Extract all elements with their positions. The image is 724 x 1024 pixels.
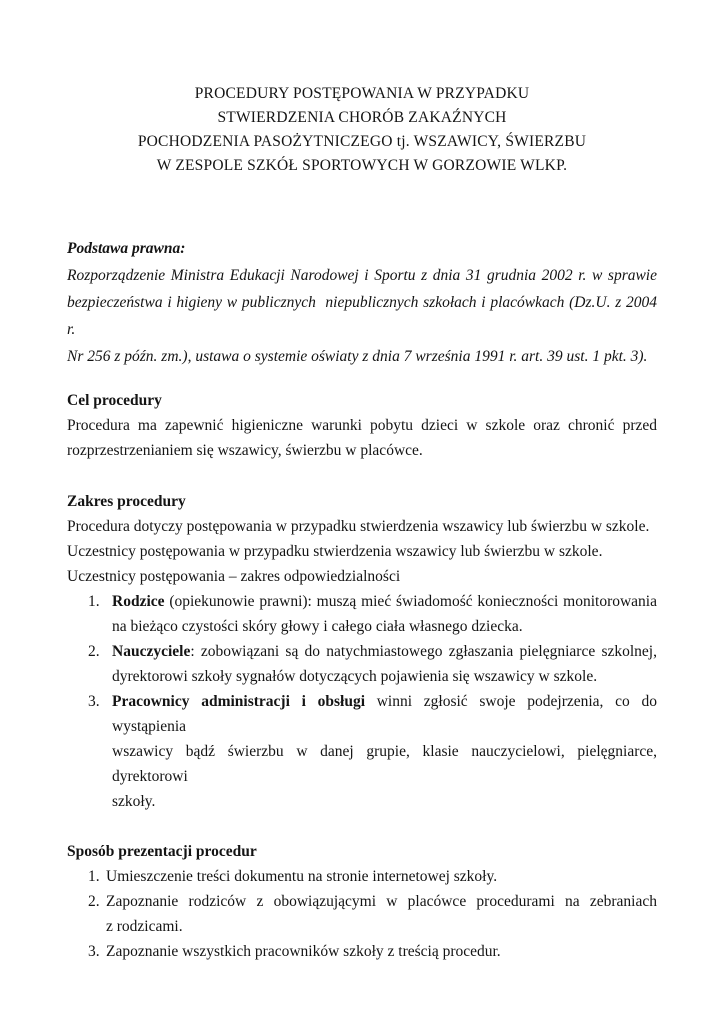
list-item-line: dyrektorowi szkoły sygnałów dotyczących pojawienia się wszawicy w szkole. (112, 668, 598, 685)
list-item-line: Zapoznanie rodziców z obowiązującymi w placówce procedurami na zebraniach (106, 893, 657, 910)
legal-basis-line-3: Nr 256 z późn. zm.), ustawa o systemie oświaty z dnia 7 września 1991 r. art. 39 ust. 1 pkt. 3). (67, 348, 648, 365)
list-item-line: Nauczyciele: zobowiązani są do natychmiastowego zgłaszania pielęgniarce szkolnej, (112, 643, 657, 660)
list-item-line: z rodzicami. (106, 918, 183, 935)
legal-basis-line-2: bezpieczeństwa i higieny w publicznych niepublicznych szkołach i placówkach (Dz.U. z 2004 r. (67, 294, 661, 338)
list-item-website (67, 864, 657, 889)
list-item-line: szkoły. (112, 793, 156, 810)
list-item-number: 2. (88, 643, 100, 660)
title-line-3: POCHODZENIA PASOŻYTNICZEGO tj. WSZAWICY, ŚWIERZBU (137, 133, 587, 150)
title-line-2: STWIERDZENIA CHORÓB ZAKAŹNYCH (217, 109, 507, 126)
title-line-4: W ZESPOLE SZKÓŁ SPORTOWYCH W GORZOWIE WLKP. (156, 157, 568, 174)
purpose-heading: Cel procedury (67, 392, 162, 409)
list-item-number: 2. (88, 893, 100, 910)
list-item-teachers (67, 639, 657, 689)
presentation-heading: Sposób prezentacji procedur (67, 843, 257, 860)
list-item-parents-meetings (67, 889, 657, 939)
legal-basis-line-1: Rozporządzenie Ministra Edukacji Narodowej i Sportu z dnia 31 grudnia 2002 r. w sprawie (67, 267, 657, 284)
list-item-number: 3. (88, 943, 100, 960)
list-item-number: 1. (88, 593, 100, 610)
scope-paragraph-3: Uczestnicy postępowania – zakres odpowiedzialności (67, 568, 401, 585)
purpose-line-2: rozprzestrzenianiem się wszawicy, świerzbu w placówce. (67, 442, 423, 459)
section-purpose (67, 388, 657, 463)
legal-basis-heading: Podstawa prawna: (67, 240, 186, 257)
list-item-line: Zapoznanie wszystkich pracowników szkoły z treścią procedur. (106, 943, 501, 960)
list-item-number: 3. (88, 693, 100, 710)
scope-responsibility-list (67, 589, 657, 814)
scope-paragraph-2: Uczestnicy postępowania w przypadku stwierdzenia wszawicy lub świerzbu w szkole. (67, 543, 603, 560)
list-item-line: Umieszczenie treści dokumentu na stronie internetowej szkoły. (106, 868, 498, 885)
section-scope (67, 489, 657, 814)
section-legal-basis (67, 235, 661, 370)
list-item-line: na bieżąco czystości skóry głowy i całego ciała własnego dziecka. (112, 618, 523, 635)
title-line-1: PROCEDURY POSTĘPOWANIA W PRZYPADKU (194, 85, 530, 102)
scope-paragraph-1: Procedura dotyczy postępowania w przypadku stwierdzenia wszawicy lub świerzbu w szkole. (67, 518, 650, 535)
list-item-staff (67, 689, 657, 814)
list-item-line: wszawicy bądź świerzbu w danej grupie, klasie nauczycielowi, pielęgniarce, dyrektorowi (112, 743, 657, 785)
list-item-line: Rodzice (opiekunowie prawni): muszą mieć świadomość konieczności monitorowania (112, 593, 657, 610)
document-title (67, 82, 657, 178)
list-item-number: 1. (88, 868, 100, 885)
purpose-line-1: Procedura ma zapewnić higieniczne warunki pobytu dzieci w szkole oraz chronić przed (67, 417, 657, 434)
presentation-list (67, 864, 657, 964)
scope-heading: Zakres procedury (67, 493, 186, 510)
list-item-school-staff (67, 939, 657, 964)
list-item-line: Pracownicy administracji i obsługi winni zgłosić swoje podejrzenia, co do wystąpienia (112, 693, 657, 735)
list-item-parents (67, 589, 657, 639)
section-presentation (67, 839, 657, 964)
